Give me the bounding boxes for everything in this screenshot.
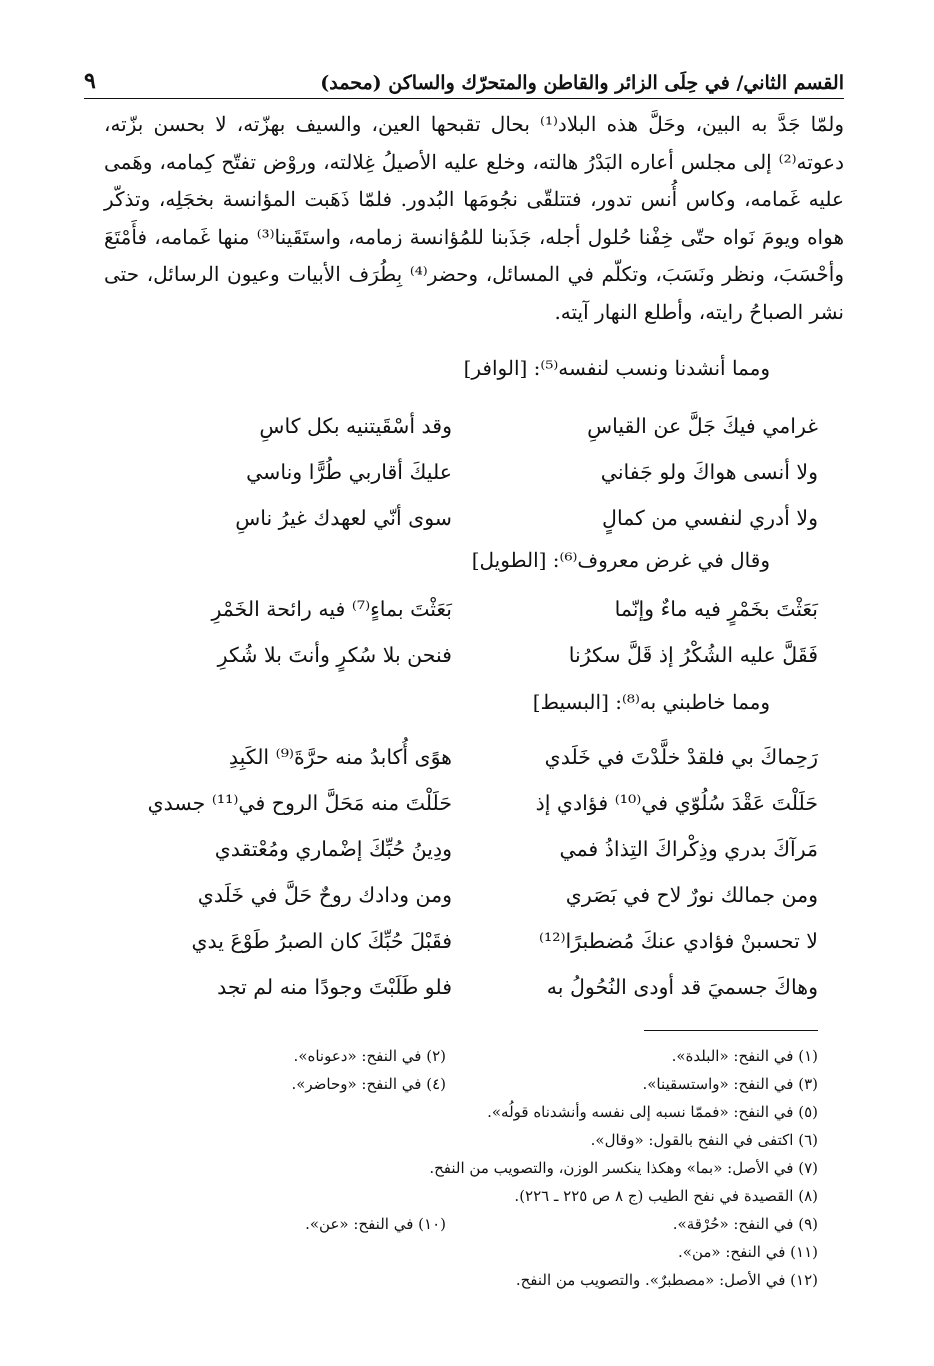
verse-first-hemistich: حَلَلْتَ عَقْدَ سُلُوّي في⁽¹⁰⁾ فؤادي إذ xyxy=(535,791,818,815)
footnote-separator xyxy=(644,1030,818,1031)
verse-first-hemistich: ولا أنسى هواكَ ولو جَفاني xyxy=(600,460,818,484)
footnote: (٩) في النفح: «حُرْقة». xyxy=(672,1215,818,1233)
verse-line xyxy=(122,872,818,918)
verse-line xyxy=(122,918,818,964)
running-title: القسم الثاني/ في حِلَى الزائر والقاطن والمتحرّك والساكن (محمد) xyxy=(320,72,844,94)
footnote: (٤) في النفح: «وحاضر». xyxy=(291,1075,446,1093)
footnote-row xyxy=(198,1098,818,1126)
footnote: (٣) في النفح: «واستسقينا». xyxy=(642,1075,818,1093)
verse-second-hemistich: وقد أسْقَيتنيه بكل كاسِ xyxy=(259,414,452,438)
footnote-row xyxy=(198,1154,818,1182)
verse-line xyxy=(122,403,818,449)
verse-second-hemistich: فلو طَلَبْتَ وجودًا منه لم تجد xyxy=(217,975,452,999)
footnotes xyxy=(198,1042,818,1294)
verse-first-hemistich: ومن جمالك نورٌ لاح في بَصَري xyxy=(565,883,818,907)
footnote: (٢) في النفح: «دعوناه». xyxy=(293,1047,446,1065)
verse-line xyxy=(122,780,818,826)
footnote: (٨) القصيدة في نفح الطيب (ج ٨ ص ٢٢٥ ـ ٢٢٦). xyxy=(514,1187,818,1205)
verse-line xyxy=(122,964,818,1010)
footnote-row xyxy=(198,1042,818,1070)
verse-first-hemistich: فَقَلَّ عليه الشُكْرُ إذ قَلَّ سكرُنا xyxy=(568,643,818,667)
prose-paragraph: ولمّا جَدَّ به البين، وحَلَّ هذه البلاد⁽¹⁾ بحال تقبحها العين، والسيف بهزّته، لا بحسن بزّته، دعوته⁽²⁾ إلى مجلس أعاره البَدْرُ هالته، وخلع عليه الأصيلُ غِلالته، وروْض تفتّح كِمامه، وهَمى عليه غَمامه، وكاس أُنس تدور، فتتلقّى نجُومَها البُدور. فلمّا ذَهَبت المؤانسة بخجَلِه، وتذكّر هواه ويومَ نَواه حتّى خِفْنا حُلول أجله، جَذَبنا للمُؤانسة زمامه، واستَقَينا⁽³⁾ منها غَمامه، فأَمْتَعَ وأحْسَبَ، ونظر ونَسَبَ، وتكلّم في المسائل، وحضر⁽⁴⁾ بِطُرَف الأبيات وعيون الرسائل، حتى نشر الصباحُ رايته، وأطلع النهار آيته. xyxy=(104,112,844,324)
page-number: ٩ xyxy=(84,68,96,94)
verse-first-hemistich: مَرآكَ بدري وذِكْراكَ التِذاذُ فمي xyxy=(559,837,818,861)
verse-second-hemistich: فنحن بلا سُكرٍ وأنتَ بلا شُكرِ xyxy=(217,643,452,667)
poem-verses xyxy=(122,403,818,541)
running-header xyxy=(84,54,844,99)
verse-line xyxy=(122,586,818,632)
verse-first-hemistich: غرامي فيكَ جَلَّ عن القياسِ xyxy=(587,414,818,438)
footnote-row xyxy=(198,1070,818,1098)
footnote: (٥) في النفح: «فممّا نسبه إلى نفسه وأنشدناه قولُه». xyxy=(487,1103,818,1121)
verse-second-hemistich: بَعَثْتَ بماءٍ⁽⁷⁾ فيه رائحة الخَمْرِ xyxy=(211,597,452,621)
footnote-row xyxy=(198,1210,818,1238)
verse-line xyxy=(122,734,818,780)
footnote: (٧) في الأصل: «بما» وهكذا ينكسر الوزن، والتصويب من النفح. xyxy=(429,1159,818,1177)
footnote-row xyxy=(198,1182,818,1210)
verse-line xyxy=(122,826,818,872)
verse-second-hemistich: فقَبْلَ حُبِّكَ كان الصبرُ طَوْعَ يدي xyxy=(191,929,452,953)
poem-verses xyxy=(122,734,818,1010)
poem-verses xyxy=(122,586,818,678)
verse-line xyxy=(122,632,818,678)
verse-first-hemistich: ولا أدري لنفسي من كمالٍ xyxy=(602,506,818,530)
verse-second-hemistich: حَلَلْتَ منه مَحَلَّ الروح في⁽¹¹⁾ جسدي xyxy=(147,791,452,815)
footnote: (٦) اكتفى في النفح بالقول: «وقال». xyxy=(590,1131,818,1149)
footnote-row xyxy=(198,1238,818,1266)
verse-second-hemistich: سوى أنّي لعهدك غيرُ ناسِ xyxy=(235,506,452,530)
prose-block xyxy=(104,106,844,332)
poem-intro: وقال في غرض معروف⁽⁶⁾: [الطويل] xyxy=(471,548,770,572)
footnote: (١) في النفح: «البلدة». xyxy=(671,1047,818,1065)
verse-first-hemistich: لا تحسبنْ فؤادي عنكَ مُضطبرًا⁽¹²⁾ xyxy=(538,929,818,953)
footnote-row xyxy=(198,1266,818,1294)
footnote: (١١) في النفح: «من». xyxy=(678,1243,818,1261)
verse-line xyxy=(122,495,818,541)
poem-intro: ومما خاطبني به⁽⁸⁾: [البسيط] xyxy=(532,690,770,714)
footnote: (١٠) في النفح: «عن». xyxy=(305,1215,446,1233)
footnote: (١٢) في الأصل: «مصطبرٌ». والتصويب من النفح. xyxy=(515,1271,818,1289)
verse-second-hemistich: هوًى أُكابدُ منه حرَّةَ⁽⁹⁾ الكَبِدِ xyxy=(228,745,452,769)
verse-first-hemistich: بَعَثْتَ بخَمْرٍ فيه ماءٌ وإنّما xyxy=(614,597,818,621)
verse-first-hemistich: رَحِماكَ بي فلقدْ خلَّدْتَ في خَلَدي xyxy=(544,745,818,769)
poem-intro: ومما أنشدنا ونسب لنفسه⁽⁵⁾: [الوافر] xyxy=(463,356,770,380)
verse-second-hemistich: ودِينُ حُبِّكَ إضْماري ومُعْتقدي xyxy=(214,837,452,861)
footnote-row xyxy=(198,1126,818,1154)
verse-first-hemistich: وهاكَ جسميَ قد أودى النُحُولُ به xyxy=(546,975,818,999)
verse-second-hemistich: عليكَ أقاربي طُرًّا وناسي xyxy=(246,460,452,484)
verse-second-hemistich: ومن ودادك روحٌ حَلَّ في خَلَدي xyxy=(197,883,452,907)
verse-line xyxy=(122,449,818,495)
